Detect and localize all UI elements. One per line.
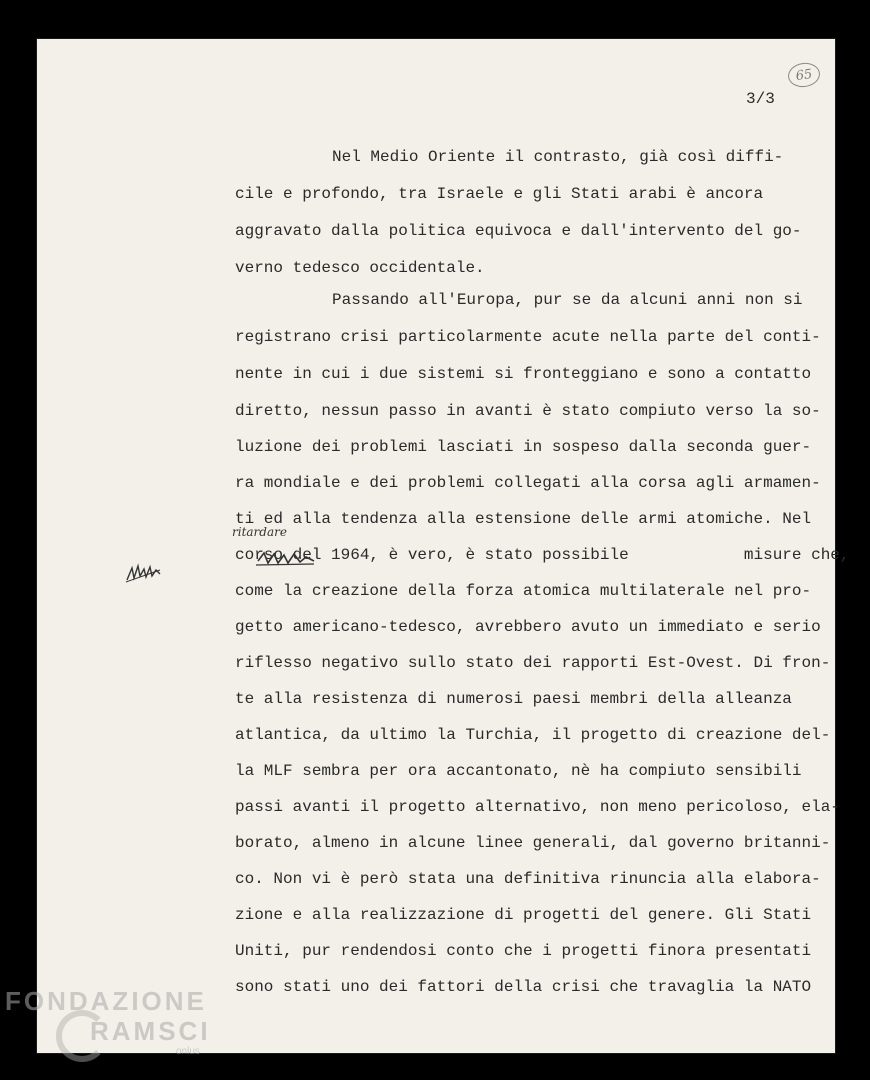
typed-line: sono stati uno dei fattori della crisi che travaglia la NATO bbox=[235, 978, 812, 996]
typed-line: zione e alla realizzazione di progetti del genere. Gli Stati bbox=[235, 906, 812, 924]
watermark-line3: onlus bbox=[176, 1046, 200, 1057]
typed-line: verno tedesco occidentale. bbox=[235, 259, 485, 277]
struck-out-word bbox=[256, 549, 316, 569]
typed-line: luzione dei problemi lasciati in sospeso dalla seconda guer- bbox=[235, 438, 812, 456]
typed-line: getto americano-tedesco, avrebbero avuto un immediato e serio bbox=[235, 618, 821, 636]
typed-line: riflesso negativo sullo stato dei rapporti Est-Ovest. Di fron- bbox=[235, 654, 831, 672]
typed-line: Passando all'Europa, pur se da alcuni anni non si bbox=[332, 291, 803, 309]
typed-line: diretto, nessun passo in avanti è stato compiuto verso la so- bbox=[235, 402, 821, 420]
typed-line: passi avanti il progetto alternativo, non meno pericoloso, ela- bbox=[235, 798, 840, 816]
typed-line: la MLF sembra per ora accantonato, nè ha compiuto sensibili bbox=[235, 762, 802, 780]
typed-line: te alla resistenza di numerosi paesi membri della alleanza bbox=[235, 690, 792, 708]
page-number: 3/3 bbox=[746, 90, 775, 108]
typed-line: Nel Medio Oriente il contrasto, già così diffi- bbox=[332, 148, 784, 166]
typed-line: ra mondiale e dei problemi collegati alla corsa agli armamen- bbox=[235, 474, 821, 492]
typed-line: aggravato dalla politica equivoca e dall'intervento del go- bbox=[235, 222, 802, 240]
typed-line: ti ed alla tendenza alla estensione delle armi atomiche. Nel bbox=[235, 510, 812, 528]
typed-line: come la creazione della forza atomica multilaterale nel pro- bbox=[235, 582, 812, 600]
typed-line: Uniti, pur rendendosi conto che i progetti finora presentati bbox=[235, 942, 812, 960]
typed-line: atlantica, da ultimo la Turchia, il progetto di creazione del- bbox=[235, 726, 831, 744]
margin-annotation-mark bbox=[124, 560, 164, 586]
watermark-line1: FONDAZIONE bbox=[5, 986, 207, 1016]
typed-line: borato, almeno in alcune linee generali, dal governo britanni- bbox=[235, 834, 831, 852]
watermark-line2: RAMSCI bbox=[90, 1016, 211, 1046]
typed-line: registrano crisi particolarmente acute nella parte del conti- bbox=[235, 328, 821, 346]
typed-line: co. Non vi è però stata una definitiva rinuncia alla elabora- bbox=[235, 870, 821, 888]
archive-watermark bbox=[0, 980, 240, 1080]
document-page bbox=[36, 38, 850, 1054]
archive-page-number: 65 bbox=[786, 61, 821, 89]
typed-line: nente in cui i due sistemi si fronteggiano e sono a contatto bbox=[235, 365, 812, 383]
typed-line: corso del 1964, è vero, è stato possibile misure che, bbox=[235, 546, 850, 564]
handwritten-correction: ritardare bbox=[232, 525, 287, 539]
typed-line: cile e profondo, tra Israele e gli Stati arabi è ancora bbox=[235, 185, 764, 203]
